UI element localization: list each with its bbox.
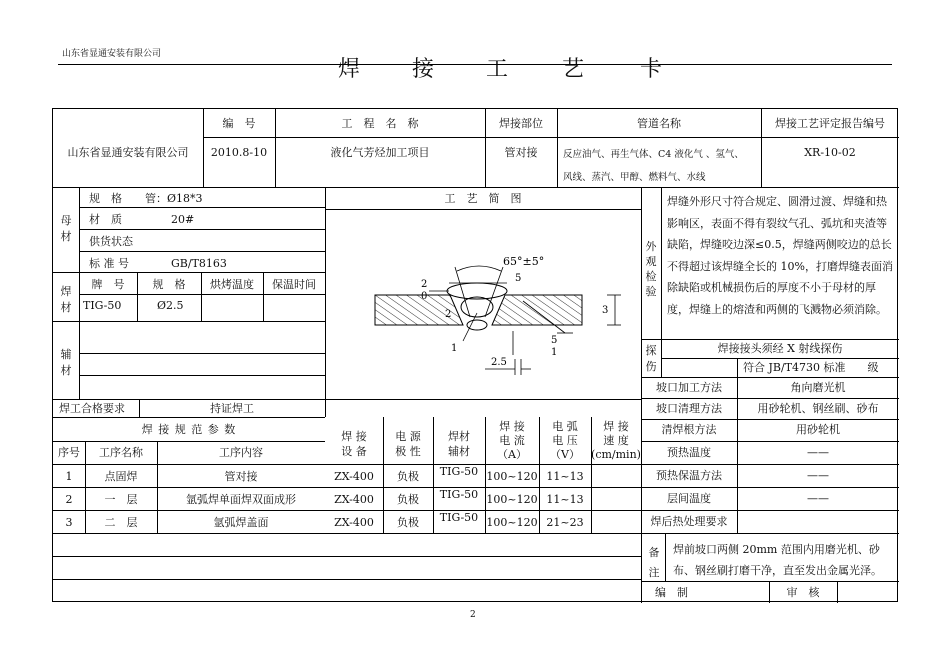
filler-header: 焊材 辅材 xyxy=(448,430,470,458)
content-header: 工序内容 xyxy=(219,446,263,459)
groove-label: 焊后热处理要求 xyxy=(650,515,728,528)
filler-spec-value: Ø2.5 xyxy=(157,299,184,312)
row-content: 氩弧焊单面焊双面成形 xyxy=(186,493,296,506)
groove-label: 层间温度 xyxy=(667,492,711,505)
row-process: 点固焊 xyxy=(104,470,138,483)
ndt-line1: 焊接接头须经 X 射线探伤 xyxy=(717,342,843,355)
groove-label: 清焊根方法 xyxy=(661,423,717,436)
spec-value: 管：Ø18*3 xyxy=(145,192,203,205)
row-voltage: 11~13 xyxy=(546,493,584,506)
standard-value: GB/T8163 xyxy=(171,257,227,270)
title-char: 艺 xyxy=(562,57,589,82)
filler-spec-header: 规 格 xyxy=(152,278,186,291)
diagram-title: 工 艺 简 图 xyxy=(444,192,522,205)
prepared-by-label: 编 制 xyxy=(655,586,688,599)
row-current: 100~120 xyxy=(486,470,538,483)
report-value: XR-10-02 xyxy=(804,146,856,159)
groove-value: —— xyxy=(807,492,829,505)
voltage-header: 电 弧 电 压 （V） xyxy=(550,420,580,461)
row-process: 二 层 xyxy=(104,516,138,529)
row-current: 100~120 xyxy=(486,493,538,506)
seq-header: 序号 xyxy=(58,446,80,459)
inspection-label: 外观检验 xyxy=(645,240,657,298)
brand-header: 牌 号 xyxy=(91,278,125,291)
groove-label: 坡口加工方法 xyxy=(656,381,722,394)
dim-label: 2.5 xyxy=(491,357,507,368)
dim-label: 0 xyxy=(421,291,428,302)
row-voltage: 21~23 xyxy=(546,516,584,529)
pipe-value-line2: 风线、蒸汽、甲醇、燃料气、水线 xyxy=(563,172,706,183)
process-header: 工序名称 xyxy=(99,446,143,459)
row-content: 氩弧焊盖面 xyxy=(213,516,269,529)
number-header: 编 号 xyxy=(222,117,256,130)
row-current: 100~120 xyxy=(486,516,538,529)
row-seq: 2 xyxy=(65,493,73,506)
groove-label: 预热温度 xyxy=(667,446,711,459)
title-char: 焊 xyxy=(338,57,365,82)
company-name-top: 山东省显通安装有限公司 xyxy=(62,49,162,59)
groove-value: 用砂轮机、钢丝刷、砂布 xyxy=(757,402,879,415)
row-filler: TIG-50 xyxy=(439,465,479,478)
bake-temp-header: 烘烤温度 xyxy=(210,278,254,291)
groove-value: 角向磨光机 xyxy=(790,381,846,394)
remarks-label: 备注 xyxy=(648,546,660,579)
project-value: 液化气芳烃加工项目 xyxy=(330,146,430,159)
row-polarity: 负极 xyxy=(397,470,419,483)
row-filler: TIG-50 xyxy=(439,488,479,501)
row-process: 一 层 xyxy=(104,493,138,506)
groove-value: —— xyxy=(807,446,829,459)
title-char: 接 xyxy=(412,57,439,82)
row-seq: 1 xyxy=(65,470,73,483)
title-char: 工 xyxy=(486,57,513,82)
title-char: 卡 xyxy=(640,57,667,82)
standard-label: 标 准 号 xyxy=(89,257,129,270)
row-filler: TIG-50 xyxy=(439,511,479,524)
page-number: 2 xyxy=(470,610,476,620)
dim-label: 5 xyxy=(515,273,522,284)
spec-label: 规 格 xyxy=(89,192,122,205)
welder-qual-value: 持证焊工 xyxy=(210,402,254,415)
dim-label: 1 xyxy=(451,343,458,354)
speed-header: 焊 接 速 度 (cm/min) xyxy=(591,420,641,461)
supply-label: 供货状态 xyxy=(89,235,133,248)
remarks-line1: 焊前坡口两侧 20mm 范围内用磨光机、砂 xyxy=(673,543,880,556)
filler-material-label: 焊材 xyxy=(60,285,72,314)
report-header: 焊接工艺评定报告编号 xyxy=(775,117,885,130)
polarity-header: 电 源 极 性 xyxy=(395,430,421,458)
row-polarity: 负极 xyxy=(397,516,419,529)
base-material-label: 母材 xyxy=(60,214,72,243)
row-equipment: ZX-400 xyxy=(334,470,374,483)
welder-qual-label: 焊工合格要求 xyxy=(59,402,125,415)
brand-value: TIG-50 xyxy=(83,299,122,312)
welding-card-table xyxy=(52,108,898,602)
project-header: 工 程 名 称 xyxy=(341,117,419,130)
title-rule xyxy=(58,64,892,65)
row-equipment: ZX-400 xyxy=(334,493,374,506)
row-content: 管对接 xyxy=(224,470,258,483)
row-equipment: ZX-400 xyxy=(334,516,374,529)
dim-label: 5 xyxy=(551,335,558,346)
remarks-line2: 布、钢丝刷打磨干净，直至发出金属光泽。 xyxy=(673,564,882,577)
material-value: 20# xyxy=(171,213,195,226)
company-cell: 山东省显通安装有限公司 xyxy=(67,146,189,159)
hold-time-header: 保温时间 xyxy=(272,278,316,291)
equipment-header: 焊 接 设 备 xyxy=(341,430,367,458)
inspection-text: 焊缝外形尺寸符合规定、圆滑过渡、焊缝和热影响区，表面不得有裂纹气孔、弧坑和夹渣等缺陷，焊缝咬边深≤0.5，焊缝两侧咬边的总长不得超过该焊缝全长的 10%，打磨焊缝表面消除缺陷或机械损伤后的厚度不小于母材的厚度，焊缝上的熔渣和两侧的飞溅物必须消除。 xyxy=(667,195,893,316)
row-seq: 3 xyxy=(65,516,73,529)
reviewed-by-label: 审 核 xyxy=(786,586,820,599)
params-group-title: 焊 接 规 范 参 数 xyxy=(141,423,237,436)
groove-value: 用砂轮机 xyxy=(796,423,840,436)
dim-label: 2 xyxy=(421,279,428,290)
groove-label: 坡口清理方法 xyxy=(656,402,722,415)
row-voltage: 11~13 xyxy=(546,470,584,483)
current-header: 焊 接 电 流 （A） xyxy=(497,420,527,461)
angle-label: 65°±5° xyxy=(503,255,545,268)
pipe-value-line1: 反应油气、再生气体、C4 液化气 、氢气、 xyxy=(563,149,744,160)
groove-value: —— xyxy=(807,469,829,482)
ndt-line2: 符合 JB/T4730 标准 级 xyxy=(743,361,879,374)
row-polarity: 负极 xyxy=(397,493,419,506)
material-label: 材 质 xyxy=(89,213,122,226)
number-value: 2010.8-10 xyxy=(210,146,268,159)
part-value: 管对接 xyxy=(504,146,538,159)
dim-label: 2 xyxy=(445,309,452,320)
dim-label: 1 xyxy=(551,347,558,358)
groove-label: 预热保温方法 xyxy=(656,469,722,482)
ndt-label: 探伤 xyxy=(645,344,657,373)
aux-material-label: 辅材 xyxy=(60,348,72,377)
pipe-header: 管道名称 xyxy=(637,117,681,130)
part-header: 焊接部位 xyxy=(499,117,543,130)
dim-label: 3 xyxy=(602,305,609,316)
weld-joint-diagram xyxy=(325,209,641,399)
